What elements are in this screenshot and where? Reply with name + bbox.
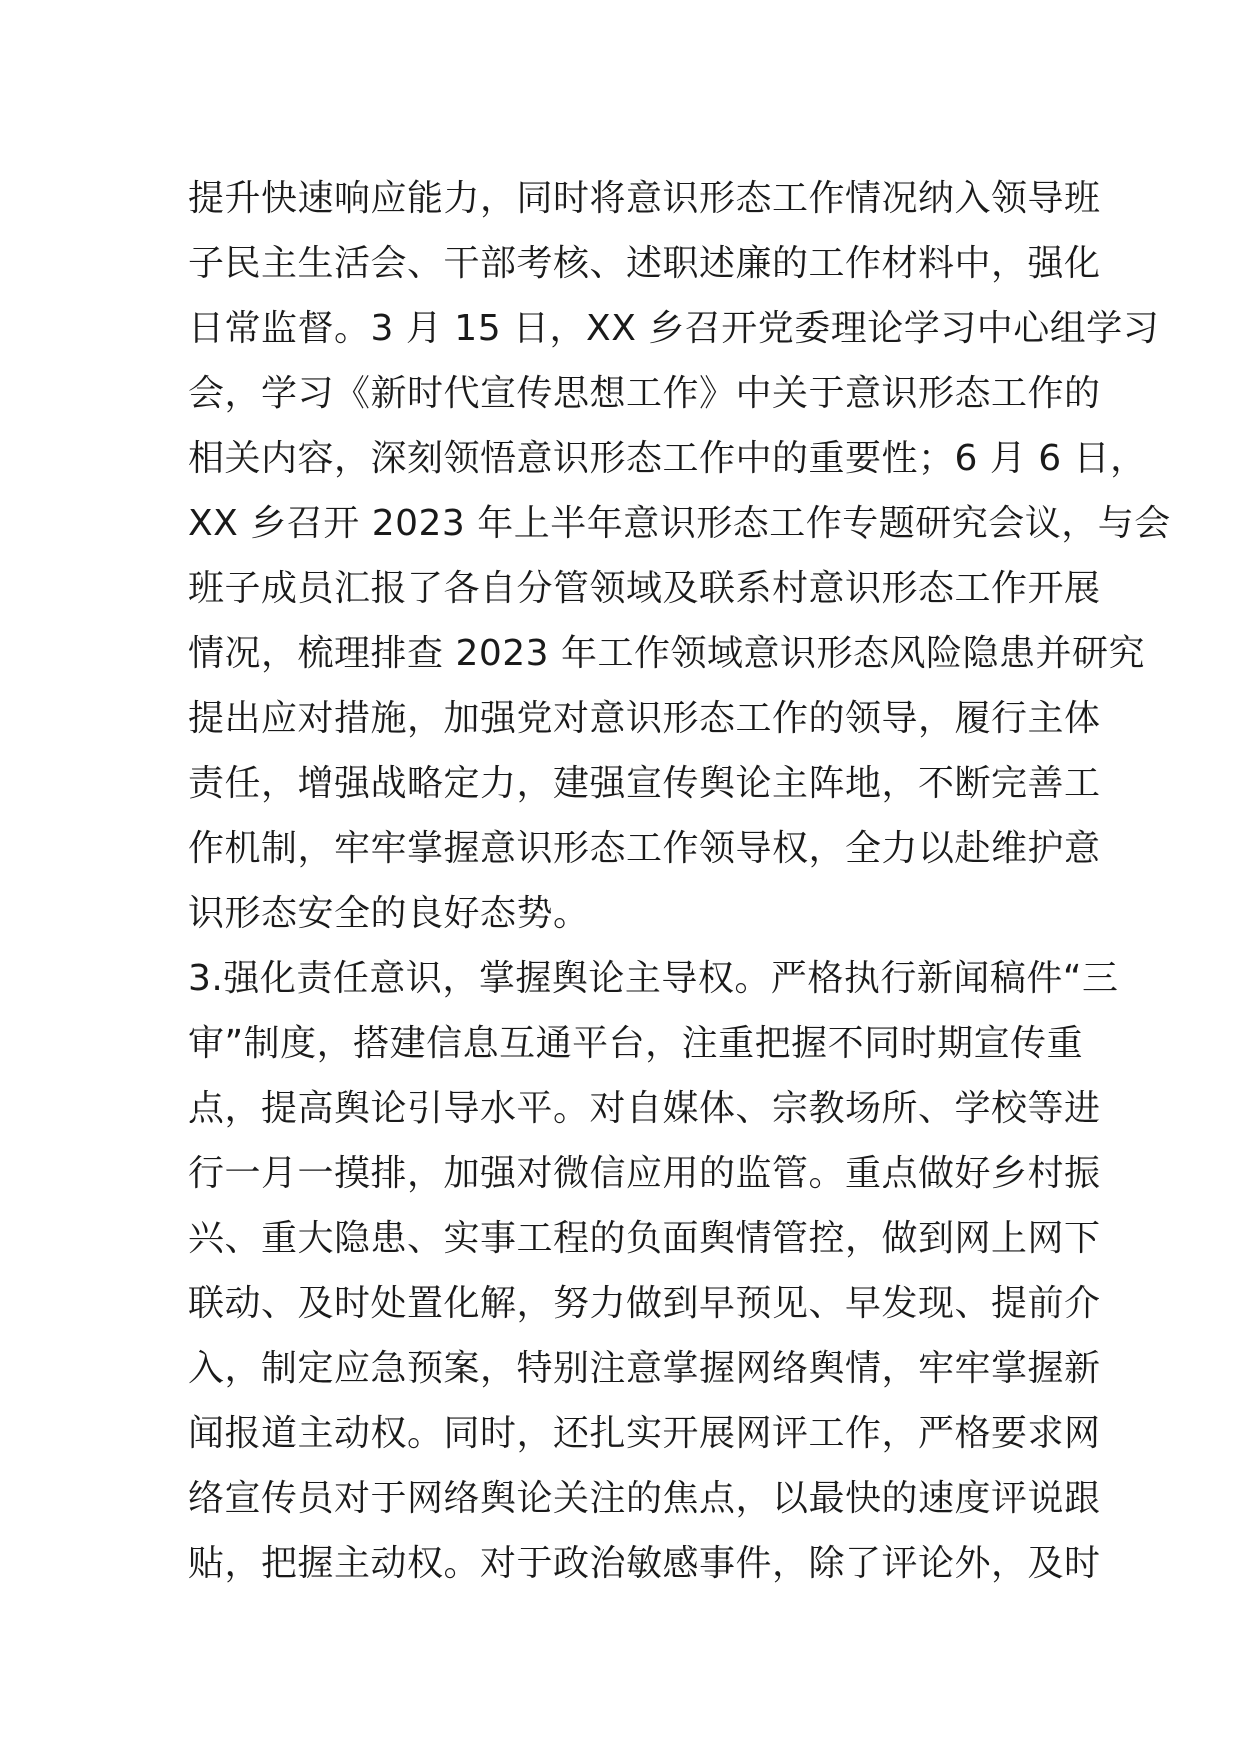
text-line: 提升快速响应能力，同时将意识形态工作情况纳入领导班 — [188, 178, 1101, 219]
text-line: 3.强化责任意识，掌握舆论主导权。严格执行新闻稿件“三 — [188, 958, 1119, 999]
text-line: 责任，增强战略定力，建强宣传舆论主阵地，不断完善工 — [188, 763, 1101, 804]
text-line: 审”制度，搭建信息互通平台，注重把握不同时期宣传重 — [188, 1023, 1084, 1064]
text-line: 班子成员汇报了各自分管领域及联系村意识形态工作开展 — [188, 568, 1101, 609]
text-line: 入，制定应急预案，特别注意掌握网络舆情，牢牢掌握新 — [188, 1348, 1101, 1389]
text-line: 情况，梳理排查 2023 年工作领域意识形态风险隐患并研究 — [188, 633, 1146, 674]
text-line: 络宣传员对于网络舆论关注的焦点，以最快的速度评说跟 — [188, 1478, 1101, 1519]
text-line: 作机制，牢牢掌握意识形态工作领导权，全力以赴维护意 — [188, 828, 1101, 869]
text-line: 会，学习《新时代宣传思想工作》中关于意识形态工作的 — [188, 373, 1101, 414]
body-text — [188, 166, 1171, 1596]
text-line: 点，提高舆论引导水平。对自媒体、宗教场所、学校等进 — [188, 1088, 1101, 1129]
text-line: XX 乡召开 2023 年上半年意识形态工作专题研究会议，与会 — [188, 503, 1171, 544]
text-line: 日常监督。3 月 15 日，XX 乡召开党委理论学习中心组学习 — [188, 308, 1160, 349]
text-line: 贴，把握主动权。对于政治敏感事件，除了评论外，及时 — [188, 1543, 1101, 1584]
text-line: 行一月一摸排，加强对微信应用的监管。重点做好乡村振 — [188, 1153, 1101, 1194]
text-line: 兴、重大隐患、实事工程的负面舆情管控，做到网上网下 — [188, 1218, 1101, 1259]
text-line: 闻报道主动权。同时，还扎实开展网评工作，严格要求网 — [188, 1413, 1101, 1454]
text-line: 相关内容，深刻领悟意识形态工作中的重要性；6 月 6 日， — [188, 438, 1147, 479]
text-line: 联动、及时处置化解，努力做到早预见、早发现、提前介 — [188, 1283, 1101, 1324]
text-line: 子民主生活会、干部考核、述职述廉的工作材料中，强化 — [188, 243, 1101, 284]
text-line: 识形态安全的良好态势。 — [188, 893, 590, 934]
text-line: 提出应对措施，加强党对意识形态工作的领导，履行主体 — [188, 698, 1101, 739]
